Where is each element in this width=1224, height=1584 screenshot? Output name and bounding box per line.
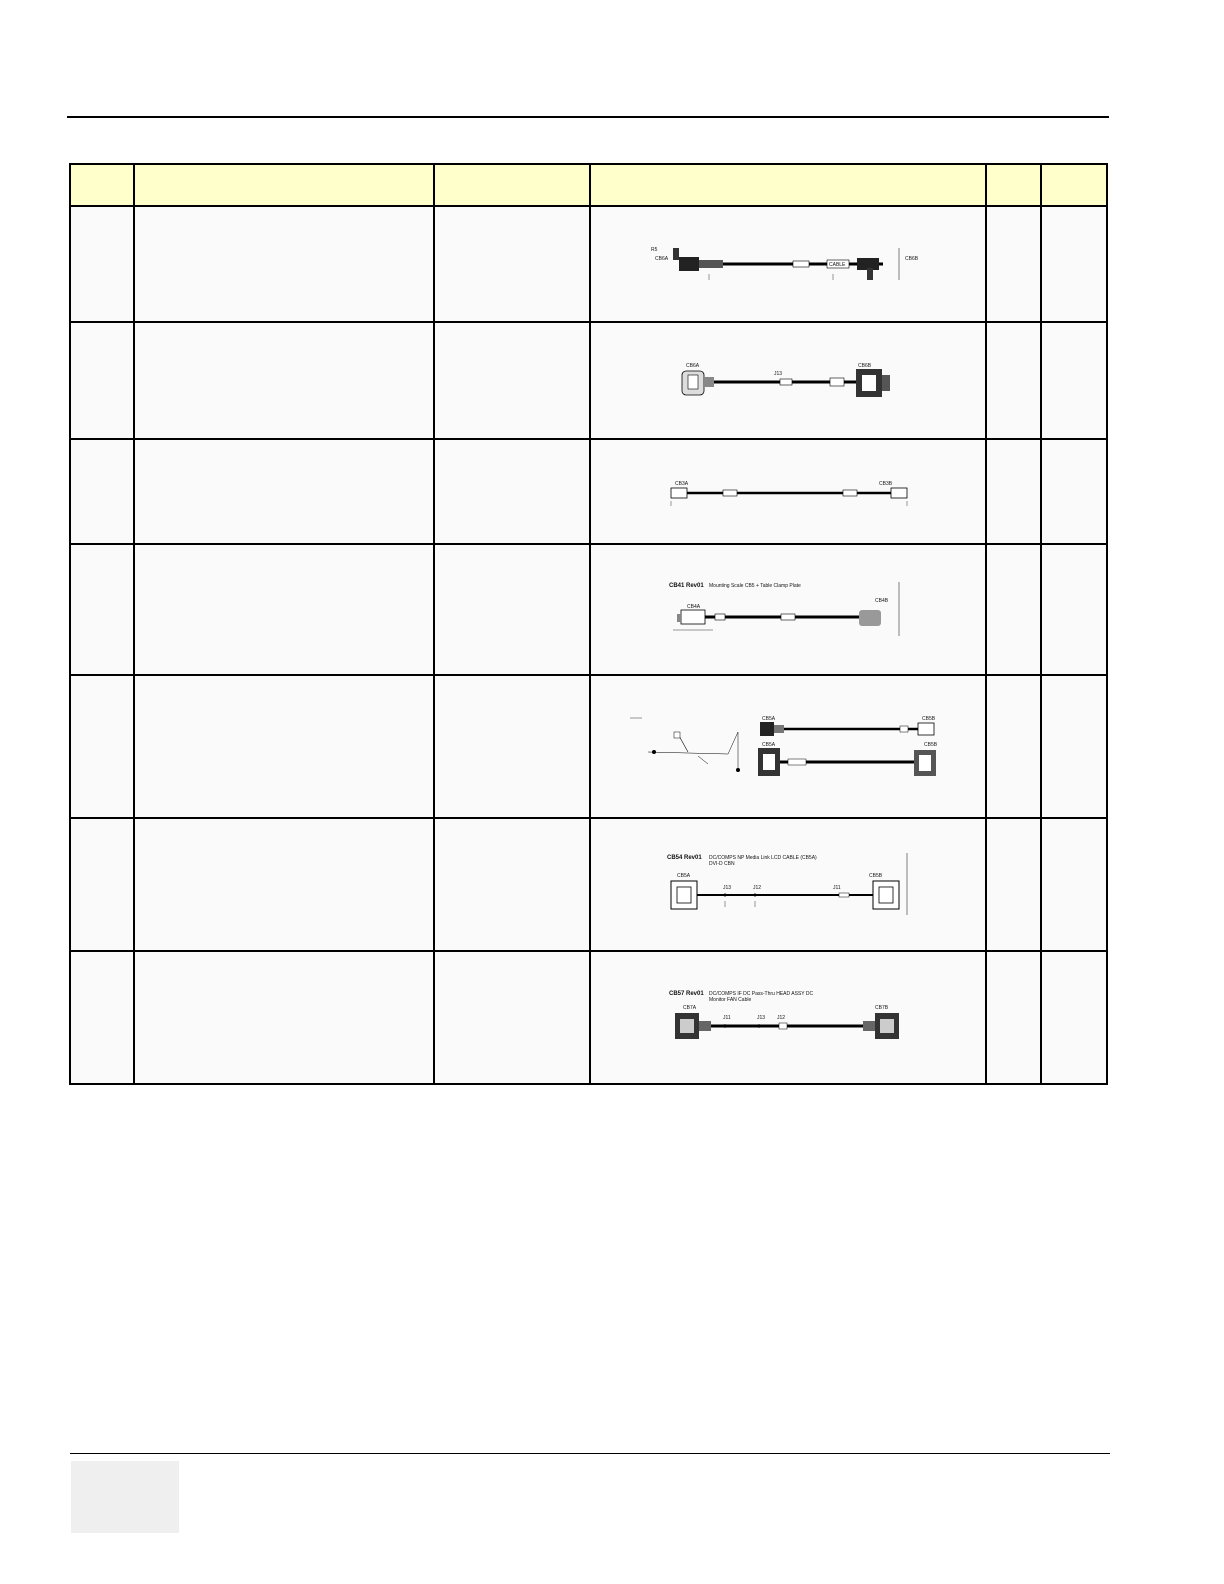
item-cell [70,206,134,322]
qty-cell [986,206,1041,322]
cable-drawing-3 [663,477,913,507]
cable-title: CB54 Rev01 [667,854,702,861]
cable-title: CB57 Rev01 [669,990,704,997]
cable-label: CB4B [875,597,889,604]
qty-cell [986,818,1041,951]
cable-illustration-cell [590,951,986,1084]
item-cell [70,322,134,439]
description-cell [134,951,434,1084]
cable-subtitle: Mounting Scale CB5 + Table Clamp Plate [709,582,801,589]
table-header-row [70,164,1107,206]
cable-label: CB6B [858,362,872,369]
cable-label: J12 [777,1014,786,1021]
cable-drawing-1 [643,244,933,284]
table-row [70,675,1107,818]
header-rule [67,116,1109,118]
table-row [70,818,1107,951]
cable-label: CB3B [879,480,893,487]
part-number-cell [434,675,590,818]
item-cell [70,439,134,544]
cable-drawing-6 [663,853,913,917]
footer-rule [70,1453,1110,1454]
footer-placeholder [71,1461,179,1533]
cable-title: CB41 Rev01 [669,582,704,589]
qty-cell [986,439,1041,544]
cable-subtitle: DVI-D CBN [709,860,735,867]
cable-label: CB6A [655,256,669,262]
part-number-cell [434,818,590,951]
qty-cell [986,544,1041,675]
header-cell-6 [1041,164,1107,206]
header-cell-2 [134,164,434,206]
cable-illustration-cell [590,206,986,322]
item-cell [70,818,134,951]
part-number-cell [434,322,590,439]
cable-label: CB5B [924,741,938,748]
cable-label: CB5A [762,715,776,722]
table-row [70,544,1107,675]
cable-illustration-cell [590,544,986,675]
cable-label: J13 [774,370,783,377]
cable-label: CB4A [687,603,701,610]
cable-label: CB7A [683,1004,697,1011]
fru-cell [1041,544,1107,675]
part-number-cell [434,951,590,1084]
fru-cell [1041,951,1107,1084]
cable-label: CB5B [869,872,883,879]
table-row [70,439,1107,544]
part-number-cell [434,439,590,544]
header-cell-1 [70,164,134,206]
cable-label: CB7B [875,1004,889,1011]
cable-label: R5 [651,247,658,253]
fru-cell [1041,818,1107,951]
qty-cell [986,951,1041,1084]
description-cell [134,675,434,818]
table-row [70,951,1107,1084]
cable-illustration-cell [590,322,986,439]
cable-illustration-cell [590,675,986,818]
part-number-cell [434,544,590,675]
description-cell [134,439,434,544]
fru-cell [1041,675,1107,818]
item-cell [70,951,134,1084]
cable-subtitle: DC/COMPS NP Media Link LCD CABLE (CB5A) [709,854,817,861]
cable-label: J13 [757,1014,766,1021]
fru-cell [1041,206,1107,322]
cable-drawing-5 [628,712,948,782]
qty-cell [986,675,1041,818]
description-cell [134,206,434,322]
cable-subtitle: DC/COMPS IF DC Pass-Thru HEAD ASSY DC [709,990,814,997]
cable-label: CB5B [922,715,936,722]
cable-label: J12 [753,884,762,891]
header-cell-5 [986,164,1041,206]
fru-cell [1041,439,1107,544]
cable-drawing-4 [663,580,913,640]
header-cell-3 [434,164,590,206]
description-cell [134,818,434,951]
table-row [70,322,1107,439]
cable-illustration-cell [590,818,986,951]
cable-label: CABLE [829,262,846,268]
cable-label: CB3A [675,480,689,487]
fru-cell [1041,322,1107,439]
item-cell [70,675,134,818]
cable-illustration-cell [590,439,986,544]
part-number-cell [434,206,590,322]
cable-label: J13 [723,884,732,891]
item-cell [70,544,134,675]
cable-label: J11 [833,884,841,891]
description-cell [134,544,434,675]
cable-subtitle: Monitor FAN Cable [709,996,752,1003]
header-cell-4 [590,164,986,206]
cable-label: J11 [723,1014,731,1021]
cable-label: CB6A [686,362,700,369]
qty-cell [986,322,1041,439]
cable-drawing-7 [663,989,913,1047]
cable-label: CB5A [677,872,691,879]
cable-label: CB6B [905,256,919,262]
cable-label: CB5A [762,741,776,748]
cable-drawing-2 [678,361,898,401]
description-cell [134,322,434,439]
parts-table [69,163,1108,1085]
table-row [70,206,1107,322]
